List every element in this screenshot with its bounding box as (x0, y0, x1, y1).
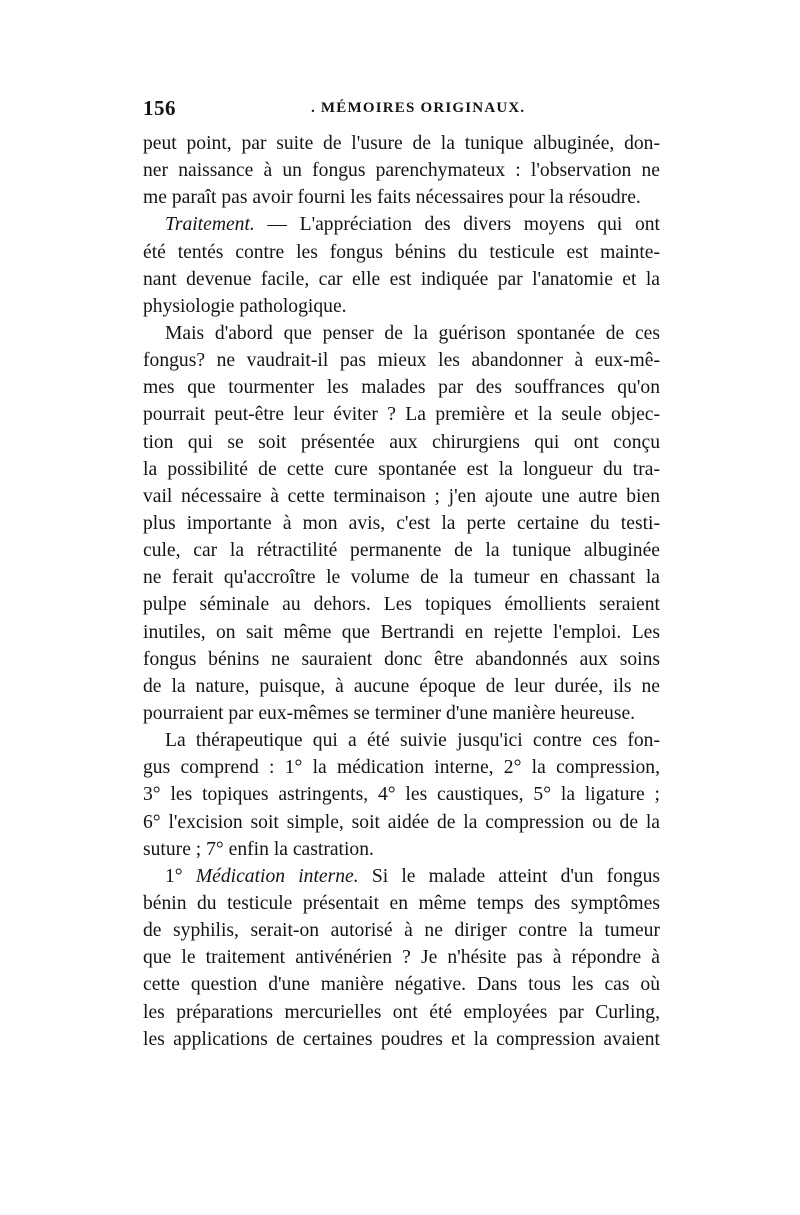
section-heading-medication: Médication interne. (195, 865, 359, 887)
text-line: bénin du testicule présentait en même temps des symptômes (143, 892, 660, 914)
text-fragment: 1° (165, 865, 196, 887)
text-line: 3° les topiques astringents, 4° les caustiques, 5° la ligature ; (143, 784, 660, 806)
text-line: cule, car la rétractilité permanente de la tunique albuginée (143, 540, 660, 562)
text-line: pulpe séminale au dehors. Les topiques émollients seraient (143, 594, 660, 616)
text-fragment: — L'appréciation des divers moyens qui ont (254, 214, 660, 236)
text-line (143, 863, 660, 890)
text-line (143, 211, 660, 238)
text-line: ne ferait qu'accroître le volume de la tumeur en chassant la (143, 567, 660, 589)
text-line: inutiles, on sait même que Bertrandi en rejette l'emploi. Les (143, 621, 660, 643)
text-line: tion qui se soit présentée aux chirurgiens qui ont conçu (143, 431, 660, 453)
text-line: me paraît pas avoir fourni les faits nécessaires pour la résoudre. (143, 187, 641, 209)
text-line: peut point, par suite de l'usure de la tunique albuginée, don- (143, 133, 660, 154)
text-line: la possibilité de cette cure spontanée est la longueur du tra- (143, 458, 660, 480)
text-line: gus comprend : 1° la médication interne, 2° la compression, (143, 757, 660, 779)
text-line: suture ; 7° enfin la castration. (143, 838, 374, 860)
text-line: Mais d'abord que penser de la guérison spontanée de ces (165, 322, 660, 344)
text-line: les préparations mercurielles ont été employées par Curling, (143, 1001, 660, 1023)
section-heading-traitement: Traitement. (165, 214, 255, 236)
text-line: pourraient par eux-mêmes se terminer d'une manière heureuse. (143, 702, 636, 724)
text-line: vail nécessaire à cette terminaison ; j'en ajoute une autre bien (143, 485, 660, 507)
text-line: été tentés contre les fongus bénins du testicule est mainte- (143, 241, 660, 263)
text-line: physiologie pathologique. (143, 295, 347, 317)
text-line: pourrait peut-être leur éviter ? La première et la seule objec- (143, 404, 660, 426)
text-line: ner naissance à un fongus parenchymateux : l'observation ne (143, 160, 660, 182)
text-line: La thérapeutique qui a été suivie jusqu'ici contre ces fon- (165, 730, 660, 752)
text-line: 6° l'excision soit simple, soit aidée de la compression ou de la (143, 811, 660, 833)
body-text (143, 130, 660, 1053)
page-header (143, 96, 663, 122)
text-line: fongus bénins ne sauraient donc être abandonnés aux soins (143, 648, 660, 670)
text-line: que le traitement antivénérien ? Je n'hésite pas à répondre à (143, 947, 660, 969)
text-fragment: Si le malade atteint d'un fongus (358, 865, 661, 887)
text-line: les applications de certaines poudres et la compression avaient (143, 1028, 660, 1050)
text-line: mes que tourmenter les malades par des souffrances qu'on (143, 377, 660, 399)
page-number: 156 (143, 96, 176, 120)
text-line: plus importante à mon avis, c'est la perte certaine du testi- (143, 512, 660, 534)
text-line: de syphilis, serait-on autorisé à ne diriger contre la tumeur (143, 920, 660, 942)
running-head: . MÉMOIRES ORIGINAUX. (311, 100, 526, 116)
text-line: de la nature, puisque, à aucune époque de leur durée, ils ne (143, 675, 660, 697)
text-line: cette question d'une manière négative. Dans tous les cas où (143, 974, 660, 996)
text-line: fongus? ne vaudrait-il pas mieux les abandonner à eux-mê- (143, 350, 660, 372)
text-line: nant devenue facile, car elle est indiquée par l'anatomie et la (143, 268, 660, 290)
